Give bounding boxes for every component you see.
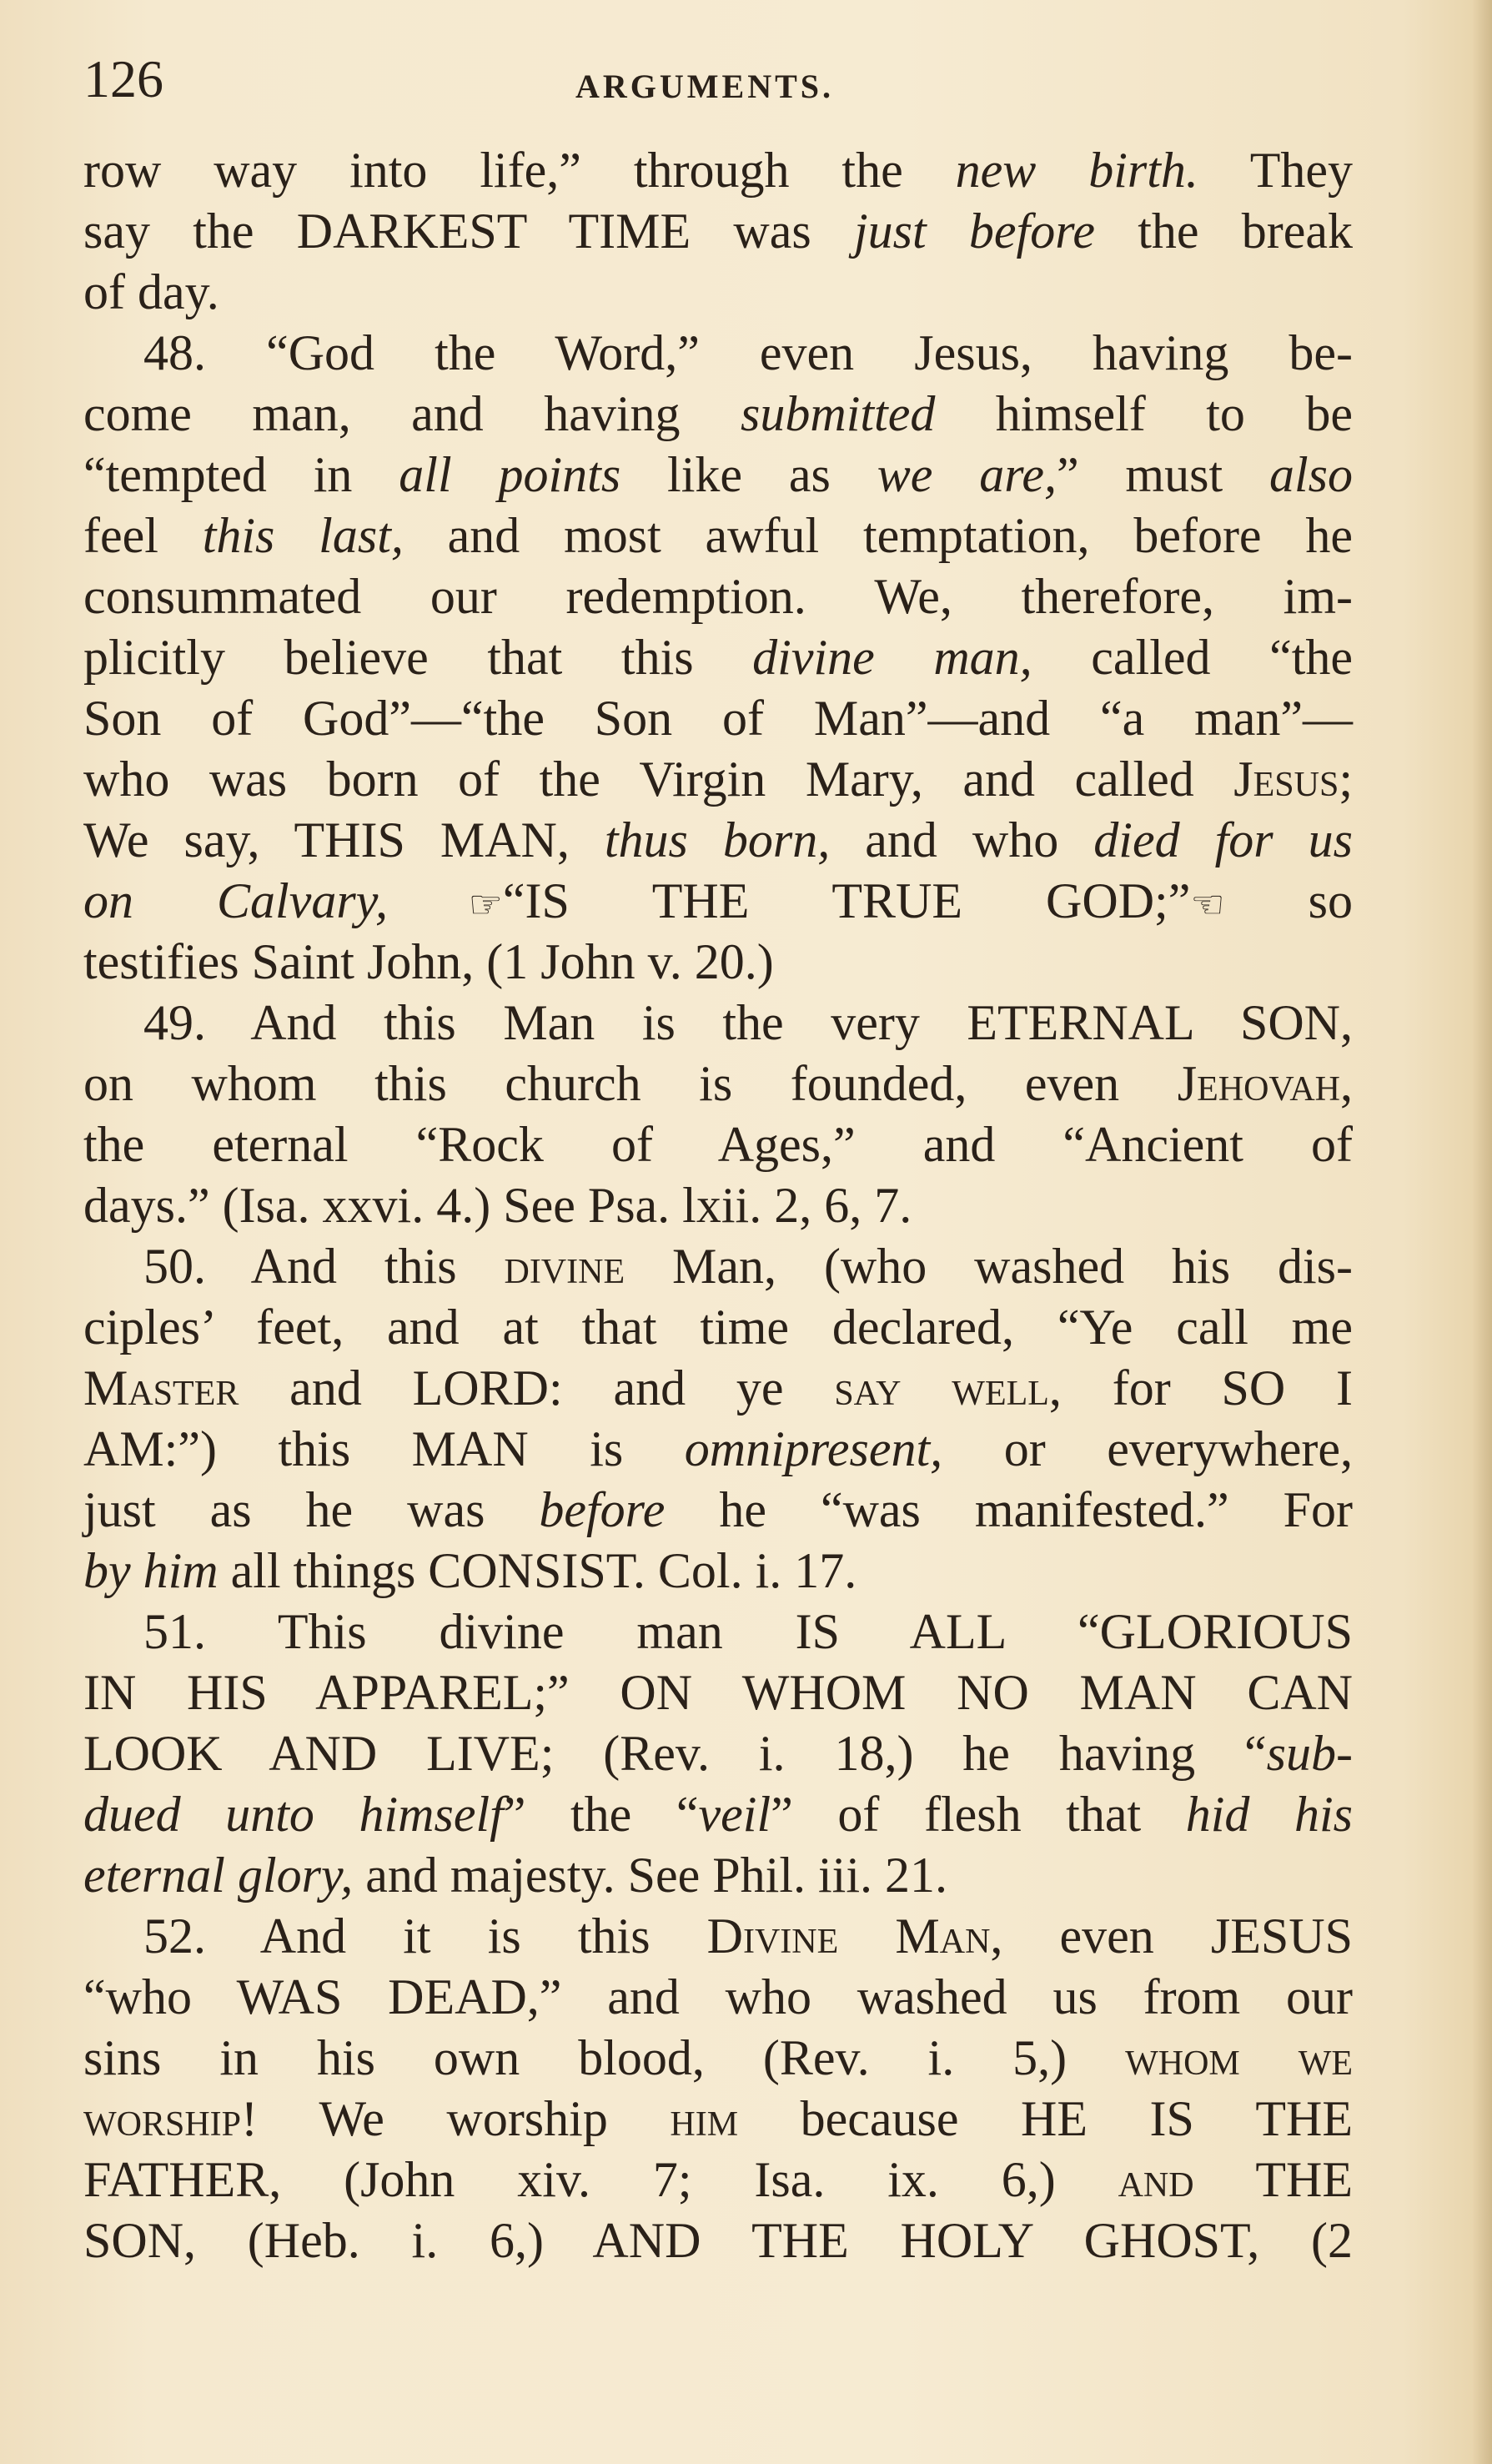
text-line [83, 1053, 1353, 1114]
italic-phrase: also [1268, 447, 1354, 502]
text-line [83, 2210, 1353, 2271]
small-caps-phrase: Divine Man, [706, 1908, 1003, 1964]
running-title: ARGUMENTS. [575, 68, 835, 105]
text-run: testifies Saint John, (1 John v. 20.) [83, 934, 774, 989]
text-run: because HE IS THE [738, 2091, 1354, 2146]
text-run: who was born of the Virgin Mary, and called [83, 752, 1234, 807]
text-run: or everywhere, [942, 1421, 1354, 1476]
text-run: plicitly believe that this [83, 630, 753, 685]
text-run: himself to be [935, 386, 1353, 441]
text-line [83, 262, 1353, 323]
text-line [83, 1541, 1353, 1602]
italic-phrase: just before [853, 204, 1095, 259]
text-run: consummated our redemption. We, therefore, im- [83, 569, 1353, 624]
text-line [83, 1175, 1353, 1236]
text-run: ; [1339, 752, 1353, 807]
small-caps-phrase: Jesus [1233, 752, 1339, 807]
italic-phrase: dued unto himself [83, 1787, 504, 1842]
text-run: and most awful temptation, before he [403, 508, 1353, 563]
pointing-hand-icon: ☜ [1190, 883, 1225, 926]
text-line [83, 1967, 1353, 2028]
page-number: 126 [83, 49, 163, 108]
italic-phrase: this last, [202, 508, 404, 563]
text-run: say the DARKEST TIME was [83, 204, 854, 259]
text-run: FATHER, (John xiv. 7; Isa. ix. 6,) [83, 2152, 1118, 2207]
body-text [83, 140, 1353, 2271]
text-run: so [1224, 873, 1353, 928]
text-line [83, 1662, 1353, 1723]
text-run: LOOK AND LIVE; (Rev. i. 18,) he having “ [83, 1726, 1267, 1781]
text-line [83, 566, 1353, 627]
text-run: ! We worship [241, 2091, 671, 2146]
text-run: of day. [83, 264, 219, 319]
text-run: days.” (Isa. xxvi. 4.) See Psa. lxii. 2, 6, 7. [83, 1178, 912, 1233]
text-line [83, 749, 1353, 810]
text-run: AM:”) this MAN is [83, 1421, 685, 1476]
text-run: sins in his own blood, (Rev. i. 5,) [83, 2030, 1126, 2085]
text-line [83, 140, 1353, 201]
italic-phrase: hid his [1185, 1787, 1353, 1842]
text-run: like as [620, 447, 877, 502]
text-run: , [1340, 1056, 1353, 1111]
italic-phrase: died for us [1093, 812, 1354, 867]
small-caps-phrase: worship [83, 2091, 242, 2146]
text-run: for SO I [1061, 1360, 1353, 1416]
text-run: 50. And this [143, 1239, 505, 1294]
text-run: row way into life,” through the [83, 143, 956, 198]
text-run: come man, and having [83, 386, 741, 441]
text-line [83, 201, 1353, 262]
text-run: “who WAS DEAD,” and who washed us from our [83, 1969, 1353, 2024]
text-run: We say, THIS MAN, [83, 812, 605, 867]
italic-phrase: we are, [877, 447, 1057, 502]
small-caps-phrase: and [1118, 2152, 1194, 2207]
text-run: the eternal “Rock of Ages,” and “Ancient of [83, 1117, 1353, 1172]
running-head [83, 48, 1351, 107]
text-line [83, 323, 1353, 384]
italic-phrase: by him [83, 1543, 219, 1598]
small-caps-phrase: whom we [1125, 2030, 1353, 2085]
text-run: all things CONSIST. Col. i. 17. [218, 1543, 857, 1598]
text-run: even JESUS [1002, 1908, 1353, 1964]
text-line [83, 1114, 1353, 1175]
text-line [83, 384, 1353, 445]
text-run: SON, (Heb. i. 6,) AND THE HOLY GHOST, (2 [83, 2213, 1353, 2268]
text-line [83, 2150, 1353, 2210]
text-run: ciples’ feet, and at that time declared, “Ye call me [83, 1300, 1353, 1355]
text-line [83, 1845, 1353, 1906]
text-run: 49. And this Man is the very ETERNAL SON, [143, 995, 1353, 1050]
italic-phrase: eternal glory, [83, 1848, 354, 1903]
text-line [83, 1723, 1353, 1784]
italic-phrase: divine man, [752, 630, 1032, 685]
text-run: feel [83, 508, 203, 563]
italic-phrase: new birth. [955, 143, 1198, 198]
text-run: on whom this church is founded, even [83, 1056, 1178, 1111]
text-line [83, 1784, 1353, 1845]
text-line [83, 1297, 1353, 1358]
text-run: THE [1193, 2152, 1353, 2207]
page-edge [1472, 0, 1492, 2464]
text-line [83, 993, 1353, 1053]
text-line [83, 1236, 1353, 1297]
text-line [83, 810, 1353, 871]
text-run: the break [1094, 204, 1354, 259]
text-line [83, 1419, 1353, 1480]
italic-phrase: omnipresent, [684, 1421, 943, 1476]
text-line [83, 505, 1353, 566]
small-caps-phrase: him [670, 2091, 739, 2146]
text-run: called “the [1032, 630, 1353, 685]
text-run: IN HIS APPAREL;” ON WHOM NO MAN CAN [83, 1665, 1353, 1720]
text-run: Man, (who washed his dis- [625, 1239, 1353, 1294]
italic-phrase: before [539, 1482, 666, 1537]
text-run: ” must [1056, 447, 1269, 502]
italic-phrase: on Calvary, [83, 873, 389, 928]
text-line [83, 1358, 1353, 1419]
text-line [83, 1480, 1353, 1541]
text-run: ” of flesh that [771, 1787, 1186, 1842]
text-line [83, 1602, 1353, 1662]
small-caps-phrase: Master [83, 1360, 239, 1416]
text-run: Son of God”—“the Son of Man”—and “a man”— [83, 691, 1353, 746]
small-caps-phrase: divine [504, 1239, 625, 1294]
text-run: “tempted in [83, 447, 399, 502]
text-line [83, 871, 1353, 932]
text-line [83, 2028, 1353, 2089]
text-run: They [1198, 143, 1353, 198]
text-line [83, 1906, 1353, 1967]
text-run: 48. “God the Word,” even Jesus, having be- [143, 325, 1353, 380]
small-caps-phrase: say well, [834, 1360, 1062, 1416]
text-run: 51. This divine man IS ALL “GLORIOUS [143, 1604, 1353, 1659]
text-line [83, 688, 1353, 749]
text-run: just as he was [83, 1482, 540, 1537]
text-line [83, 445, 1353, 505]
text-run: and majesty. See Phil. iii. 21. [353, 1848, 948, 1903]
italic-phrase: sub- [1266, 1726, 1353, 1781]
text-run: and who [830, 812, 1094, 867]
italic-phrase: veil [698, 1787, 771, 1842]
italic-phrase: submitted [741, 386, 936, 441]
text-line [83, 627, 1353, 688]
text-line [83, 2089, 1353, 2150]
text-run: he “was manifested.” For [665, 1482, 1353, 1537]
italic-phrase: thus born, [604, 812, 831, 867]
text-run: 52. And it is this [143, 1908, 707, 1964]
italic-phrase: all points [399, 447, 621, 502]
text-line [83, 932, 1353, 993]
text-run: ” the “ [503, 1787, 699, 1842]
small-caps-phrase: Jehovah [1177, 1056, 1340, 1111]
text-run: and LORD: and ye [239, 1360, 835, 1416]
text-run: “IS THE TRUE GOD;” [502, 873, 1191, 928]
pointing-hand-icon: ☞ [388, 883, 503, 926]
